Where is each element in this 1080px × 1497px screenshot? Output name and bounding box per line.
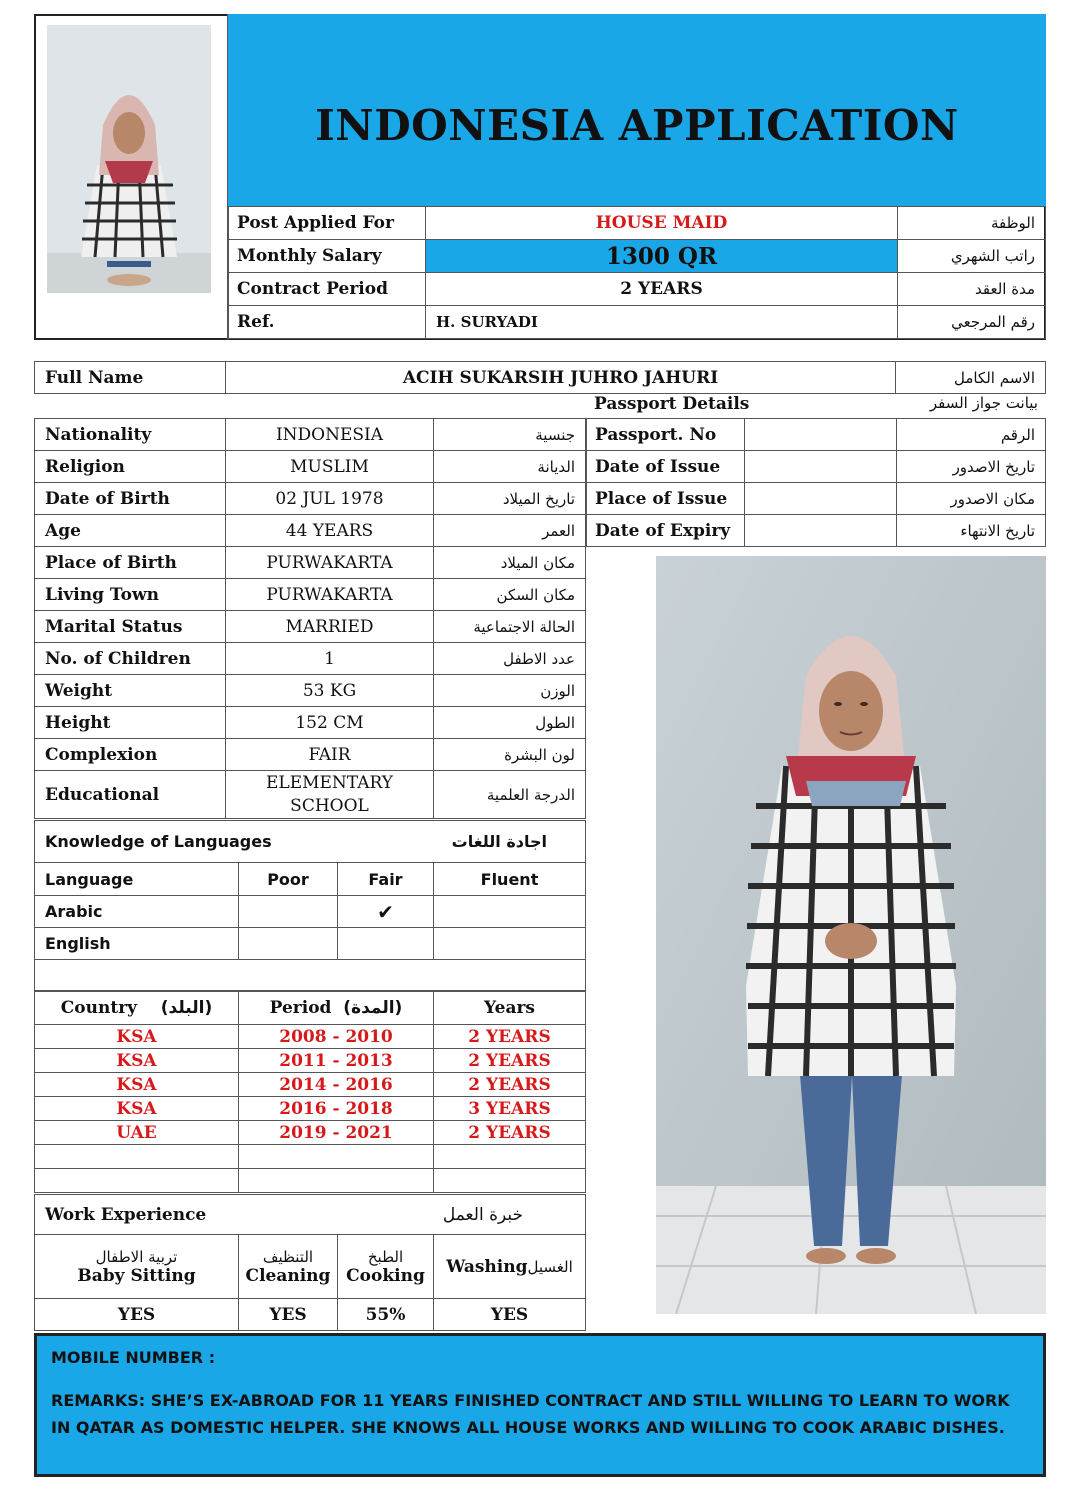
personal-arabic: الوزن bbox=[434, 675, 586, 707]
spacer-row bbox=[35, 960, 586, 992]
passport-arabic: الرقم bbox=[897, 419, 1046, 451]
years-column: Years bbox=[434, 991, 586, 1025]
personal-row bbox=[35, 707, 586, 739]
personal-row bbox=[35, 739, 586, 771]
work-heading-arabic: خبرة العمل bbox=[434, 1195, 586, 1235]
personal-arabic: العمر bbox=[434, 515, 586, 547]
personal-row bbox=[35, 419, 586, 451]
portrait-photo-small bbox=[47, 25, 211, 293]
work-heading: Work Experience bbox=[35, 1195, 434, 1235]
post-value: HOUSE MAID bbox=[426, 207, 898, 240]
full-body-photo bbox=[656, 556, 1046, 1314]
languages-heading-arabic: اجادة اللغات bbox=[434, 821, 586, 863]
personal-label: Complexion bbox=[35, 739, 226, 771]
personal-row bbox=[35, 579, 586, 611]
personal-label: Height bbox=[35, 707, 226, 739]
personal-arabic: الحالة الاجتماعية bbox=[434, 611, 586, 643]
personal-row bbox=[35, 675, 586, 707]
personal-label: No. of Children bbox=[35, 643, 226, 675]
language-fluent bbox=[434, 896, 586, 928]
personal-arabic: عدد الاطفل bbox=[434, 643, 586, 675]
personal-value: MARRIED bbox=[226, 611, 434, 643]
skill-label: Cleaning bbox=[245, 1265, 331, 1286]
personal-row bbox=[35, 611, 586, 643]
personal-value: INDONESIA bbox=[226, 419, 434, 451]
country-column bbox=[35, 991, 239, 1025]
salary-arabic: راتب الشهري bbox=[898, 240, 1046, 273]
personal-value: 44 YEARS bbox=[226, 515, 434, 547]
personal-value: MUSLIM bbox=[226, 451, 434, 483]
passport-label: Place of Issue bbox=[587, 483, 745, 515]
ref-value: H. SURYADI bbox=[426, 306, 898, 339]
passport-arabic: تاريخ الاصدور bbox=[897, 451, 1046, 483]
language-name: Arabic bbox=[35, 896, 239, 928]
personal-arabic: لون البشرة bbox=[434, 739, 586, 771]
experience-country: KSA bbox=[35, 1073, 239, 1097]
language-poor bbox=[239, 928, 338, 960]
personal-value: ELEMENTARY SCHOOL bbox=[226, 771, 434, 819]
personal-arabic: مكان السكن bbox=[434, 579, 586, 611]
remarks-box bbox=[34, 1333, 1046, 1477]
contract-arabic: مدة العقد bbox=[898, 273, 1046, 306]
skill-arabic: الغسيل bbox=[527, 1257, 573, 1276]
page-title: INDONESIA APPLICATION bbox=[315, 100, 959, 150]
period-column-arabic: (المدة) bbox=[343, 997, 403, 1018]
personal-value: 02 JUL 1978 bbox=[226, 483, 434, 515]
personal-row bbox=[35, 643, 586, 675]
languages-header-row bbox=[35, 863, 586, 896]
passport-row bbox=[587, 483, 1046, 515]
period-column bbox=[239, 991, 434, 1025]
title-band bbox=[228, 14, 1046, 206]
experience-row bbox=[35, 1121, 586, 1145]
passport-row bbox=[587, 419, 1046, 451]
skill-arabic: تربية الاطفال bbox=[95, 1247, 178, 1266]
experience-period: 2008 - 2010 bbox=[239, 1025, 434, 1049]
experience-empty-row bbox=[35, 1145, 586, 1169]
experience-header-row bbox=[35, 991, 586, 1025]
fullname-arabic: الاسم الكامل bbox=[896, 362, 1046, 394]
personal-label: Religion bbox=[35, 451, 226, 483]
mobile-number: MOBILE NUMBER : bbox=[51, 1348, 216, 1367]
skills-value-row bbox=[35, 1299, 586, 1331]
personal-value: 152 CM bbox=[226, 707, 434, 739]
contract-label: Contract Period bbox=[229, 273, 426, 306]
skill-cleaning bbox=[239, 1235, 338, 1299]
personal-table bbox=[34, 418, 586, 819]
passport-row bbox=[587, 515, 1046, 547]
languages-table bbox=[34, 820, 586, 992]
experience-years: 2 YEARS bbox=[434, 1049, 586, 1073]
passport-arabic: تاريخ الانتهاء bbox=[897, 515, 1046, 547]
passport-label: Date of Issue bbox=[587, 451, 745, 483]
check-icon: ✔ bbox=[338, 896, 434, 928]
experience-empty-row bbox=[35, 1169, 586, 1193]
skill-cooking bbox=[338, 1235, 434, 1299]
personal-row bbox=[35, 451, 586, 483]
experience-row bbox=[35, 1025, 586, 1049]
language-row bbox=[35, 896, 586, 928]
personal-arabic: جنسية bbox=[434, 419, 586, 451]
personal-arabic: مكان الميلاد bbox=[434, 547, 586, 579]
skills-row bbox=[35, 1235, 586, 1299]
personal-value: PURWAKARTA bbox=[226, 579, 434, 611]
post-row bbox=[229, 207, 1046, 240]
passport-row bbox=[587, 451, 1046, 483]
salary-row bbox=[229, 240, 1046, 273]
passport-value bbox=[745, 451, 897, 483]
skill-value: YES bbox=[239, 1299, 338, 1331]
work-heading-row bbox=[35, 1195, 586, 1235]
experience-period: 2011 - 2013 bbox=[239, 1049, 434, 1073]
passport-heading-arabic: بيانت جواز السفر bbox=[929, 394, 1038, 412]
experience-row bbox=[35, 1097, 586, 1121]
personal-row bbox=[35, 515, 586, 547]
experience-row bbox=[35, 1073, 586, 1097]
personal-value: PURWAKARTA bbox=[226, 547, 434, 579]
experience-period: 2014 - 2016 bbox=[239, 1073, 434, 1097]
language-poor bbox=[239, 896, 338, 928]
passport-value bbox=[745, 515, 897, 547]
passport-arabic: مكان الاصدور bbox=[897, 483, 1046, 515]
personal-label: Living Town bbox=[35, 579, 226, 611]
poor-column: Poor bbox=[239, 863, 338, 896]
post-arabic: الوظفة bbox=[898, 207, 1046, 240]
personal-value: 53 KG bbox=[226, 675, 434, 707]
post-label: Post Applied For bbox=[229, 207, 426, 240]
personal-row bbox=[35, 547, 586, 579]
skill-arabic: الطبخ bbox=[367, 1247, 404, 1266]
work-table bbox=[34, 1194, 586, 1331]
experience-country: UAE bbox=[35, 1121, 239, 1145]
remarks-text: REMARKS: SHE’S EX-ABROAD FOR 11 YEARS FINISHED CONTRACT AND STILL WILLING TO LEARN TO WORK IN QATAR AS DOMESTIC HELPER. SHE KNOWS ALL HOUSE WORKS AND WILLING TO COOK ARABIC DISHES. bbox=[51, 1391, 1010, 1437]
fullname-label: Full Name bbox=[35, 362, 226, 394]
personal-arabic: تاريخ الميلاد bbox=[434, 483, 586, 515]
skill-value: 55% bbox=[338, 1299, 434, 1331]
personal-row bbox=[35, 483, 586, 515]
personal-label: Age bbox=[35, 515, 226, 547]
passport-label: Passport. No bbox=[587, 419, 745, 451]
skill-washing bbox=[434, 1235, 586, 1299]
fluent-column: Fluent bbox=[434, 863, 586, 896]
contract-value: 2 YEARS bbox=[426, 273, 898, 306]
language-fair bbox=[338, 928, 434, 960]
languages-heading: Knowledge of Languages bbox=[35, 821, 434, 863]
personal-label: Place of Birth bbox=[35, 547, 226, 579]
personal-row bbox=[35, 771, 586, 819]
experience-years: 3 YEARS bbox=[434, 1097, 586, 1121]
personal-label: Nationality bbox=[35, 419, 226, 451]
ref-row bbox=[229, 306, 1046, 339]
experience-period: 2019 - 2021 bbox=[239, 1121, 434, 1145]
passport-table bbox=[586, 418, 1046, 547]
languages-heading-row bbox=[35, 821, 586, 863]
skill-label: Cooking bbox=[346, 1265, 425, 1286]
personal-value: FAIR bbox=[226, 739, 434, 771]
experience-row bbox=[35, 1049, 586, 1073]
personal-label: Marital Status bbox=[35, 611, 226, 643]
experience-table bbox=[34, 990, 586, 1193]
personal-label: Date of Birth bbox=[35, 483, 226, 515]
skill-value: YES bbox=[35, 1299, 239, 1331]
contract-row bbox=[229, 273, 1046, 306]
experience-years: 2 YEARS bbox=[434, 1025, 586, 1049]
language-column: Language bbox=[35, 863, 239, 896]
personal-label: Weight bbox=[35, 675, 226, 707]
experience-country: KSA bbox=[35, 1049, 239, 1073]
skill-label: Baby Sitting bbox=[77, 1265, 196, 1286]
personal-label: Educational bbox=[35, 771, 226, 819]
ref-label: Ref. bbox=[229, 306, 426, 339]
salary-value: 1300 QR bbox=[426, 240, 898, 273]
fullname-value: ACIH SUKARSIH JUHRO JAHURI bbox=[226, 362, 896, 394]
language-name: English bbox=[35, 928, 239, 960]
skill-value: YES bbox=[434, 1299, 586, 1331]
skill-baby-sitting bbox=[35, 1235, 239, 1299]
period-column-label: Period bbox=[269, 997, 332, 1018]
personal-arabic: الدرجة العلمية bbox=[434, 771, 586, 819]
personal-arabic: الطول bbox=[434, 707, 586, 739]
experience-period: 2016 - 2018 bbox=[239, 1097, 434, 1121]
personal-value: 1 bbox=[226, 643, 434, 675]
language-row bbox=[35, 928, 586, 960]
ref-arabic: رقم المرجعي bbox=[898, 306, 1046, 339]
experience-years: 2 YEARS bbox=[434, 1121, 586, 1145]
fullname-row bbox=[35, 362, 1046, 394]
passport-value bbox=[745, 419, 897, 451]
experience-years: 2 YEARS bbox=[434, 1073, 586, 1097]
experience-country: KSA bbox=[35, 1025, 239, 1049]
passport-heading: Passport Details bbox=[594, 394, 750, 414]
country-column-label: Country bbox=[60, 997, 138, 1018]
post-table bbox=[228, 206, 1046, 339]
fullname-table bbox=[34, 361, 1046, 394]
country-column-arabic: (البلد) bbox=[160, 997, 213, 1018]
fair-column: Fair bbox=[338, 863, 434, 896]
skill-label: Washing bbox=[446, 1256, 528, 1277]
skill-arabic: التنظيف bbox=[262, 1247, 314, 1266]
passport-value bbox=[745, 483, 897, 515]
personal-arabic: الديانة bbox=[434, 451, 586, 483]
passport-label: Date of Expiry bbox=[587, 515, 745, 547]
salary-label: Monthly Salary bbox=[229, 240, 426, 273]
language-fluent bbox=[434, 928, 586, 960]
experience-country: KSA bbox=[35, 1097, 239, 1121]
